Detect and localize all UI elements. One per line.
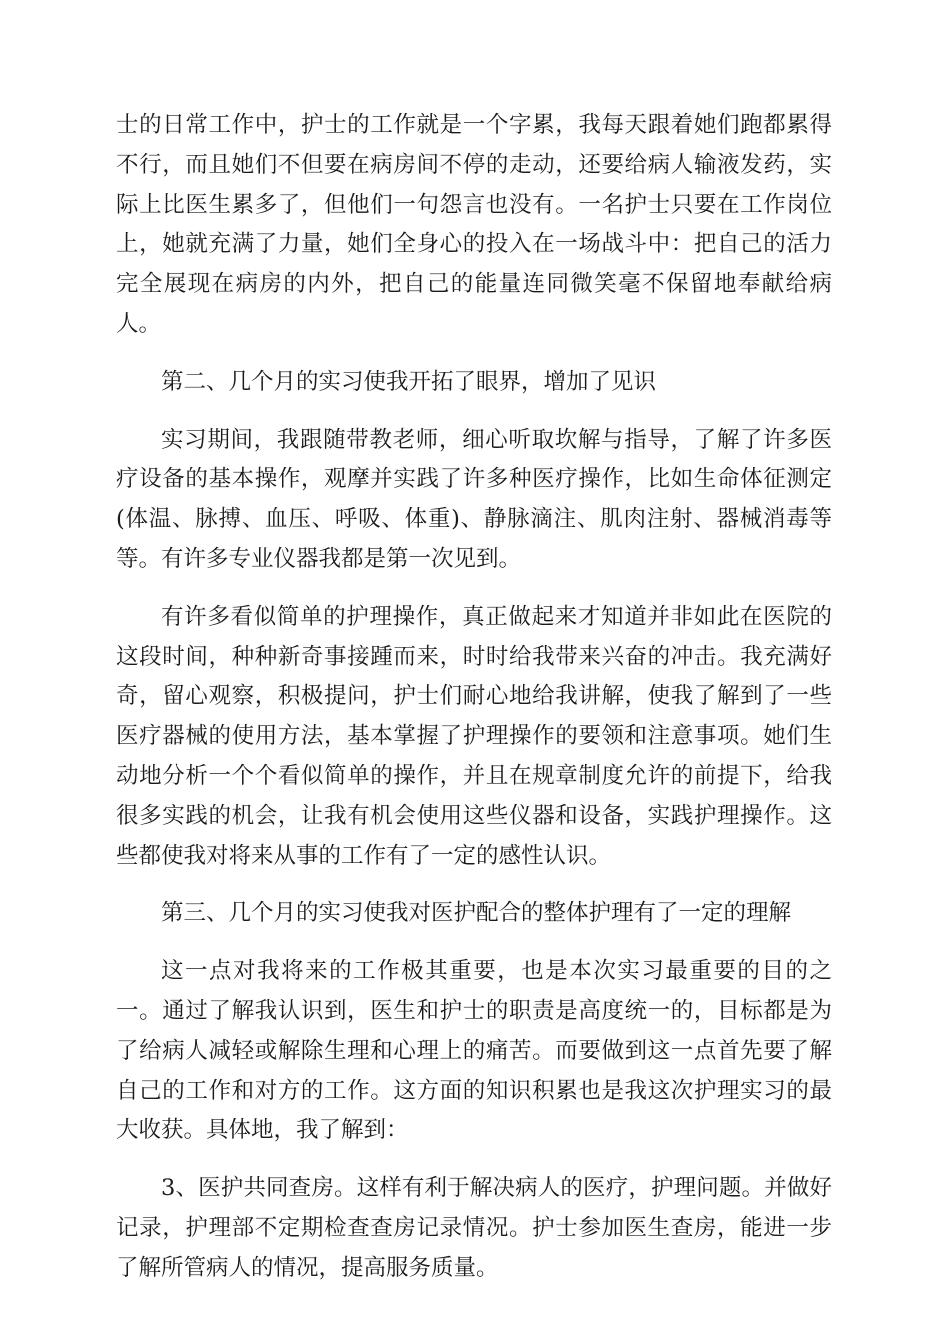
section-heading-three: 第三、几个月的实习使我对医护配合的整体护理有了一定的理解 [161,900,792,927]
paragraph: 有许多看似简单的护理操作，真正做起来才知道并非如此在医院的这段时间，种种新奇事接踵而来，时时给我带来兴奋的冲击。我充满好奇，留心观察，积极提问，护士们耐心地给我讲解，使我了解到了一些医疗器械的使用方法，基本掌握了护理操作的要领和注意事项。她们生动地分析一个个看似简单的操作，并且在规章制度允许的前提下，给我很多实践的机会，让我有机会使用这些仪器和设备，实践护理操作。这些都使我对将来从事的工作有了一定的感性认识。 [116,603,832,869]
paragraph: 3、医护共同查房。这样有利于解决病人的医疗，护理问题。并做好记录，护理部不定期检查查房记录情况。护士参加医生查房，能进一步了解所管病人的情况，提高服务质量。 [116,1175,832,1281]
paragraph: 这一点对我将来的工作极其重要，也是本次实习最重要的目的之一。通过了解我认识到，医生和护士的职责是高度统一的，目标都是为了给病人减轻或解除生理和心理上的痛苦。而要做到这一点首先要了解自己的工作和对方的工作。这方面的知识积累也是我这次护理实习的最大收获。具体地，我了解到： [116,958,832,1144]
section-heading-two: 第二、几个月的实习使我开拓了眼界，增加了见识 [161,368,657,395]
paragraph: 实习期间，我跟随带教老师，细心听取坎解与指导，了解了许多医疗设备的基本操作，观摩并实践了许多种医疗操作，比如生命体征测定(体温、脉搏、血压、呼吸、体重)、静脉滴注、肌肉注射、器械消毒等等。有许多专业仪器我都是第一次见到。 [116,426,832,572]
document-body [116,106,832,1307]
paragraph-continuation: 士的日常工作中，护士的工作就是一个字累，我每天跟着她们跑都累得不行，而且她们不但要在病房间不停的走动，还要给病人输液发药，实际上比医生累多了，但他们一句怨言也没有。一名护士只要在工作岗位上，她就充满了力量，她们全身心的投入在一场战斗中：把自己的活力完全展现在病房的内外，把自己的能量连同微笑毫不保留地奉献给病人。 [116,112,832,337]
